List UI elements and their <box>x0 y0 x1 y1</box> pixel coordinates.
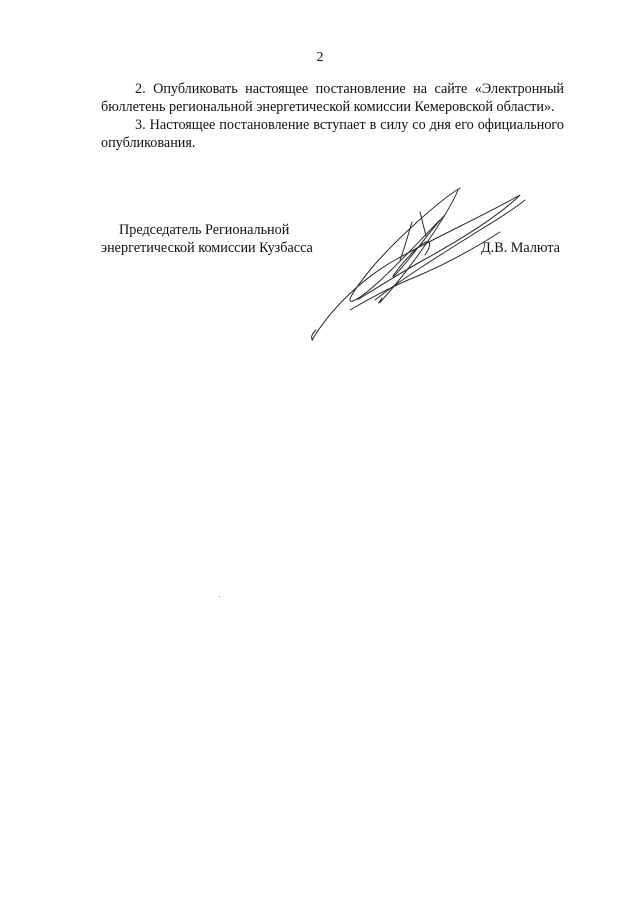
handwritten-signature <box>300 180 540 350</box>
scan-speck <box>219 596 220 597</box>
page-number: 2 <box>316 50 324 65</box>
signer-title <box>101 221 313 257</box>
signer-name: Д.В. Малюта <box>481 240 560 256</box>
signer-title-line-1: Председатель Региональной <box>119 222 290 238</box>
clause-2: 2. Опубликовать настоящее постановление на сайте «Электронный бюллетень региональной энергетической комиссии Кемеровской области». <box>101 81 564 115</box>
signer-title-line-2: энергетической комиссии Кузбасса <box>101 240 313 256</box>
document-body <box>101 80 564 152</box>
clause-3: 3. Настоящее постановление вступает в силу со дня его официального опубликования. <box>101 117 564 151</box>
